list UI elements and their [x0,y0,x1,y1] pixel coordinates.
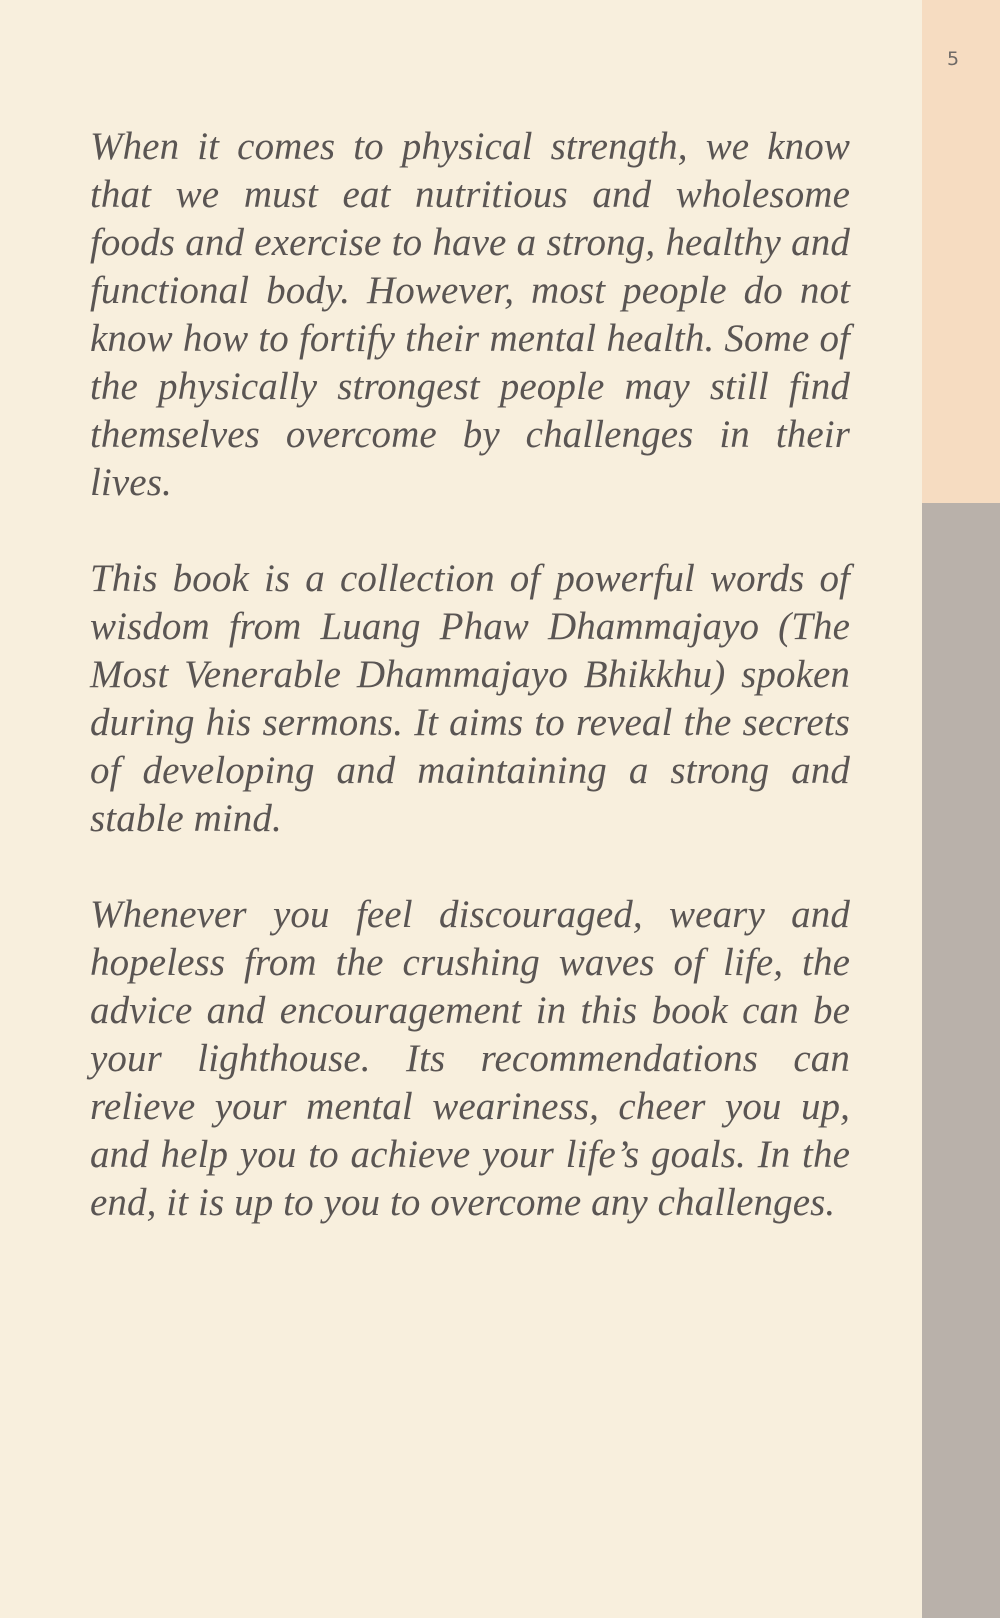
page-edge-tab [922,0,1000,503]
page-edge-shadow [922,503,1000,1618]
page-number: 5 [946,48,960,70]
paragraph-3: Whenever you feel discouraged, weary and hopeless from the crushing waves of life, the advice and encouragement in this book can be your lighthouse. Its recommendations can relieve your mental weariness, cheer you up, and help you to achieve your life’s goals. In the end, it is up to you to overcome any challenges. [90,893,850,1224]
page-content [90,123,850,1275]
paragraph-1: When it comes to physical strength, we know that we must eat nutritious and wholesome foods and exercise to have a strong, healthy and functional body. However, most people do not know how to fortify their mental health. Some of the physically strongest people may still find themselves overcome by challenges in their lives. [90,125,850,504]
paragraph-2: This book is a collection of powerful words of wisdom from Luang Phaw Dhammajayo (The Most Venerable Dhammajayo Bhikkhu) spoken during his sermons. It aims to reveal the secrets of developing and maintaining a strong and stable mind. [90,557,850,840]
